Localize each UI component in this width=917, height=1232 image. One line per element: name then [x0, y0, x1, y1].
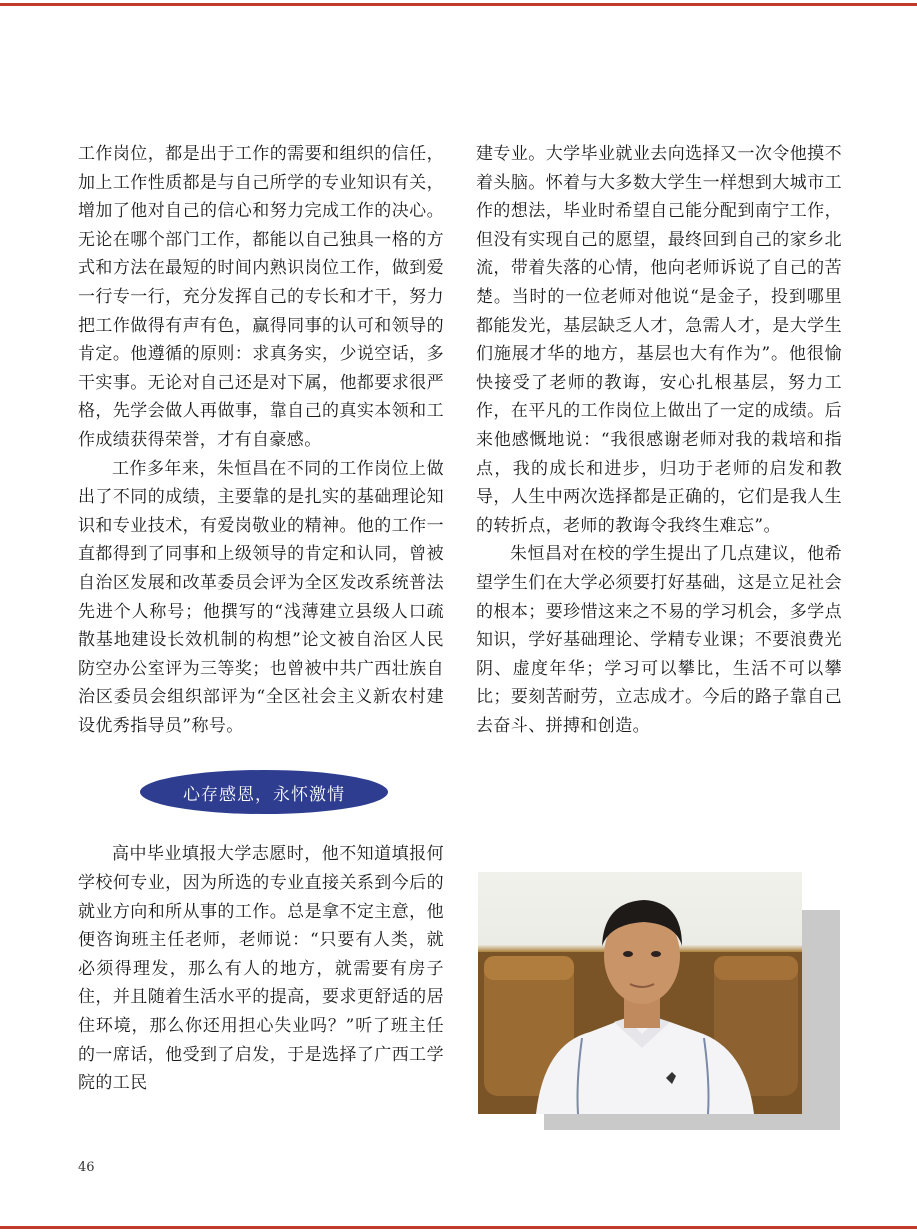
- right-paragraph-1: 建专业。大学毕业就业去向选择又一次令他摸不着头脑。怀着与大多数大学生一样想到大城市工作的想法，毕业时希望自己能分配到南宁工作，但没有实现自己的愿望，最终回到自己的家乡北流，带着失落的心情，他向老师诉说了自己的苦楚。当时的一位老师对他说“是金子，投到哪里都能发光，基层缺乏人才，急需人才，是大学生们施展才华的地方，基层也大有作为”。他很愉快接受了老师的教诲，安心扎根基层，努力工作，在平凡的工作岗位上做出了一定的成绩。后来他感慨地说：“我很感谢老师对我的栽培和指点，我的成长和进步，归功于老师的启发和教导，人生中两次选择都是正确的，它们是我人生的转折点，老师的教诲令我终生难忘”。: [476, 144, 842, 536]
- right-column: [476, 140, 842, 740]
- left-paragraph-3: 高中毕业填报大学志愿时，他不知道填报何学校何专业，因为所选的专业直接关系到今后的就业方向和所从事的工作。总是拿不定主意，他便咨询班主任老师，老师说：“只要有人类，就必须得理发，那么有人的地方，就需要有房子住，并且随着生活水平的提高，要求更舒适的居住环境，那么你还用担心失业吗？”听了班主任的一席话，他受到了启发，于是选择了广西工学院的工民: [78, 844, 444, 1094]
- bottom-rule: [0, 1226, 917, 1229]
- left-paragraph-2: 工作多年来，朱恒昌在不同的工作岗位上做出了不同的成绩，主要靠的是扎实的基础理论知识和专业技术，有爱岗敬业的精神。他的工作一直都得到了同事和上级领导的肯定和认同，曾被自治区发展和改革委员会评为全区发改系统普法先进个人称号；他撰写的“浅薄建立县级人口疏散基地建设长效机制的构想”论文被自治区人民防空办公室评为三等奖；也曾被中共广西壮族自治区委员会组织部评为“全区社会主义新农村建设优秀指导员”称号。: [78, 458, 444, 736]
- portrait-photo: [478, 872, 802, 1114]
- top-rule: [0, 3, 917, 6]
- left-column: [78, 140, 444, 1098]
- right-paragraph-2: 朱恒昌对在校的学生提出了几点建议，他希望学生们在大学必须要打好基础，这是立足社会的根本；要珍惜这来之不易的学习机会，多学点知识，学好基础理论、学精专业课；不要浪费光阴、虚度年华；学习可以攀比，生活不可以攀比；要刻苦耐劳，立志成才。今后的路子靠自己去奋斗、拼搏和创造。: [476, 544, 842, 736]
- portrait-figure: [478, 872, 842, 1134]
- section-title: 心存感恩，永怀激情: [140, 770, 388, 814]
- left-paragraph-1: 工作岗位，都是出于工作的需要和组织的信任，加上工作性质都是与自己所学的专业知识有关，增加了他对自己的信心和努力完成工作的决心。无论在哪个部门工作，都能以自己独具一格的方式和方法在最短的时间内熟识岗位工作，做到爱一行专一行，充分发挥自己的专长和才干，努力把工作做得有声有色，赢得同事的认可和领导的肯定。他遵循的原则：求真务实，少说空话，多干实事。无论对自己还是对下属，他都要求很严格，先学会做人再做事，靠自己的真实本领和工作成绩获得荣誉，才有自豪感。: [78, 144, 444, 450]
- portrait-illustration: [478, 872, 802, 1114]
- page-number: 46: [78, 1160, 95, 1175]
